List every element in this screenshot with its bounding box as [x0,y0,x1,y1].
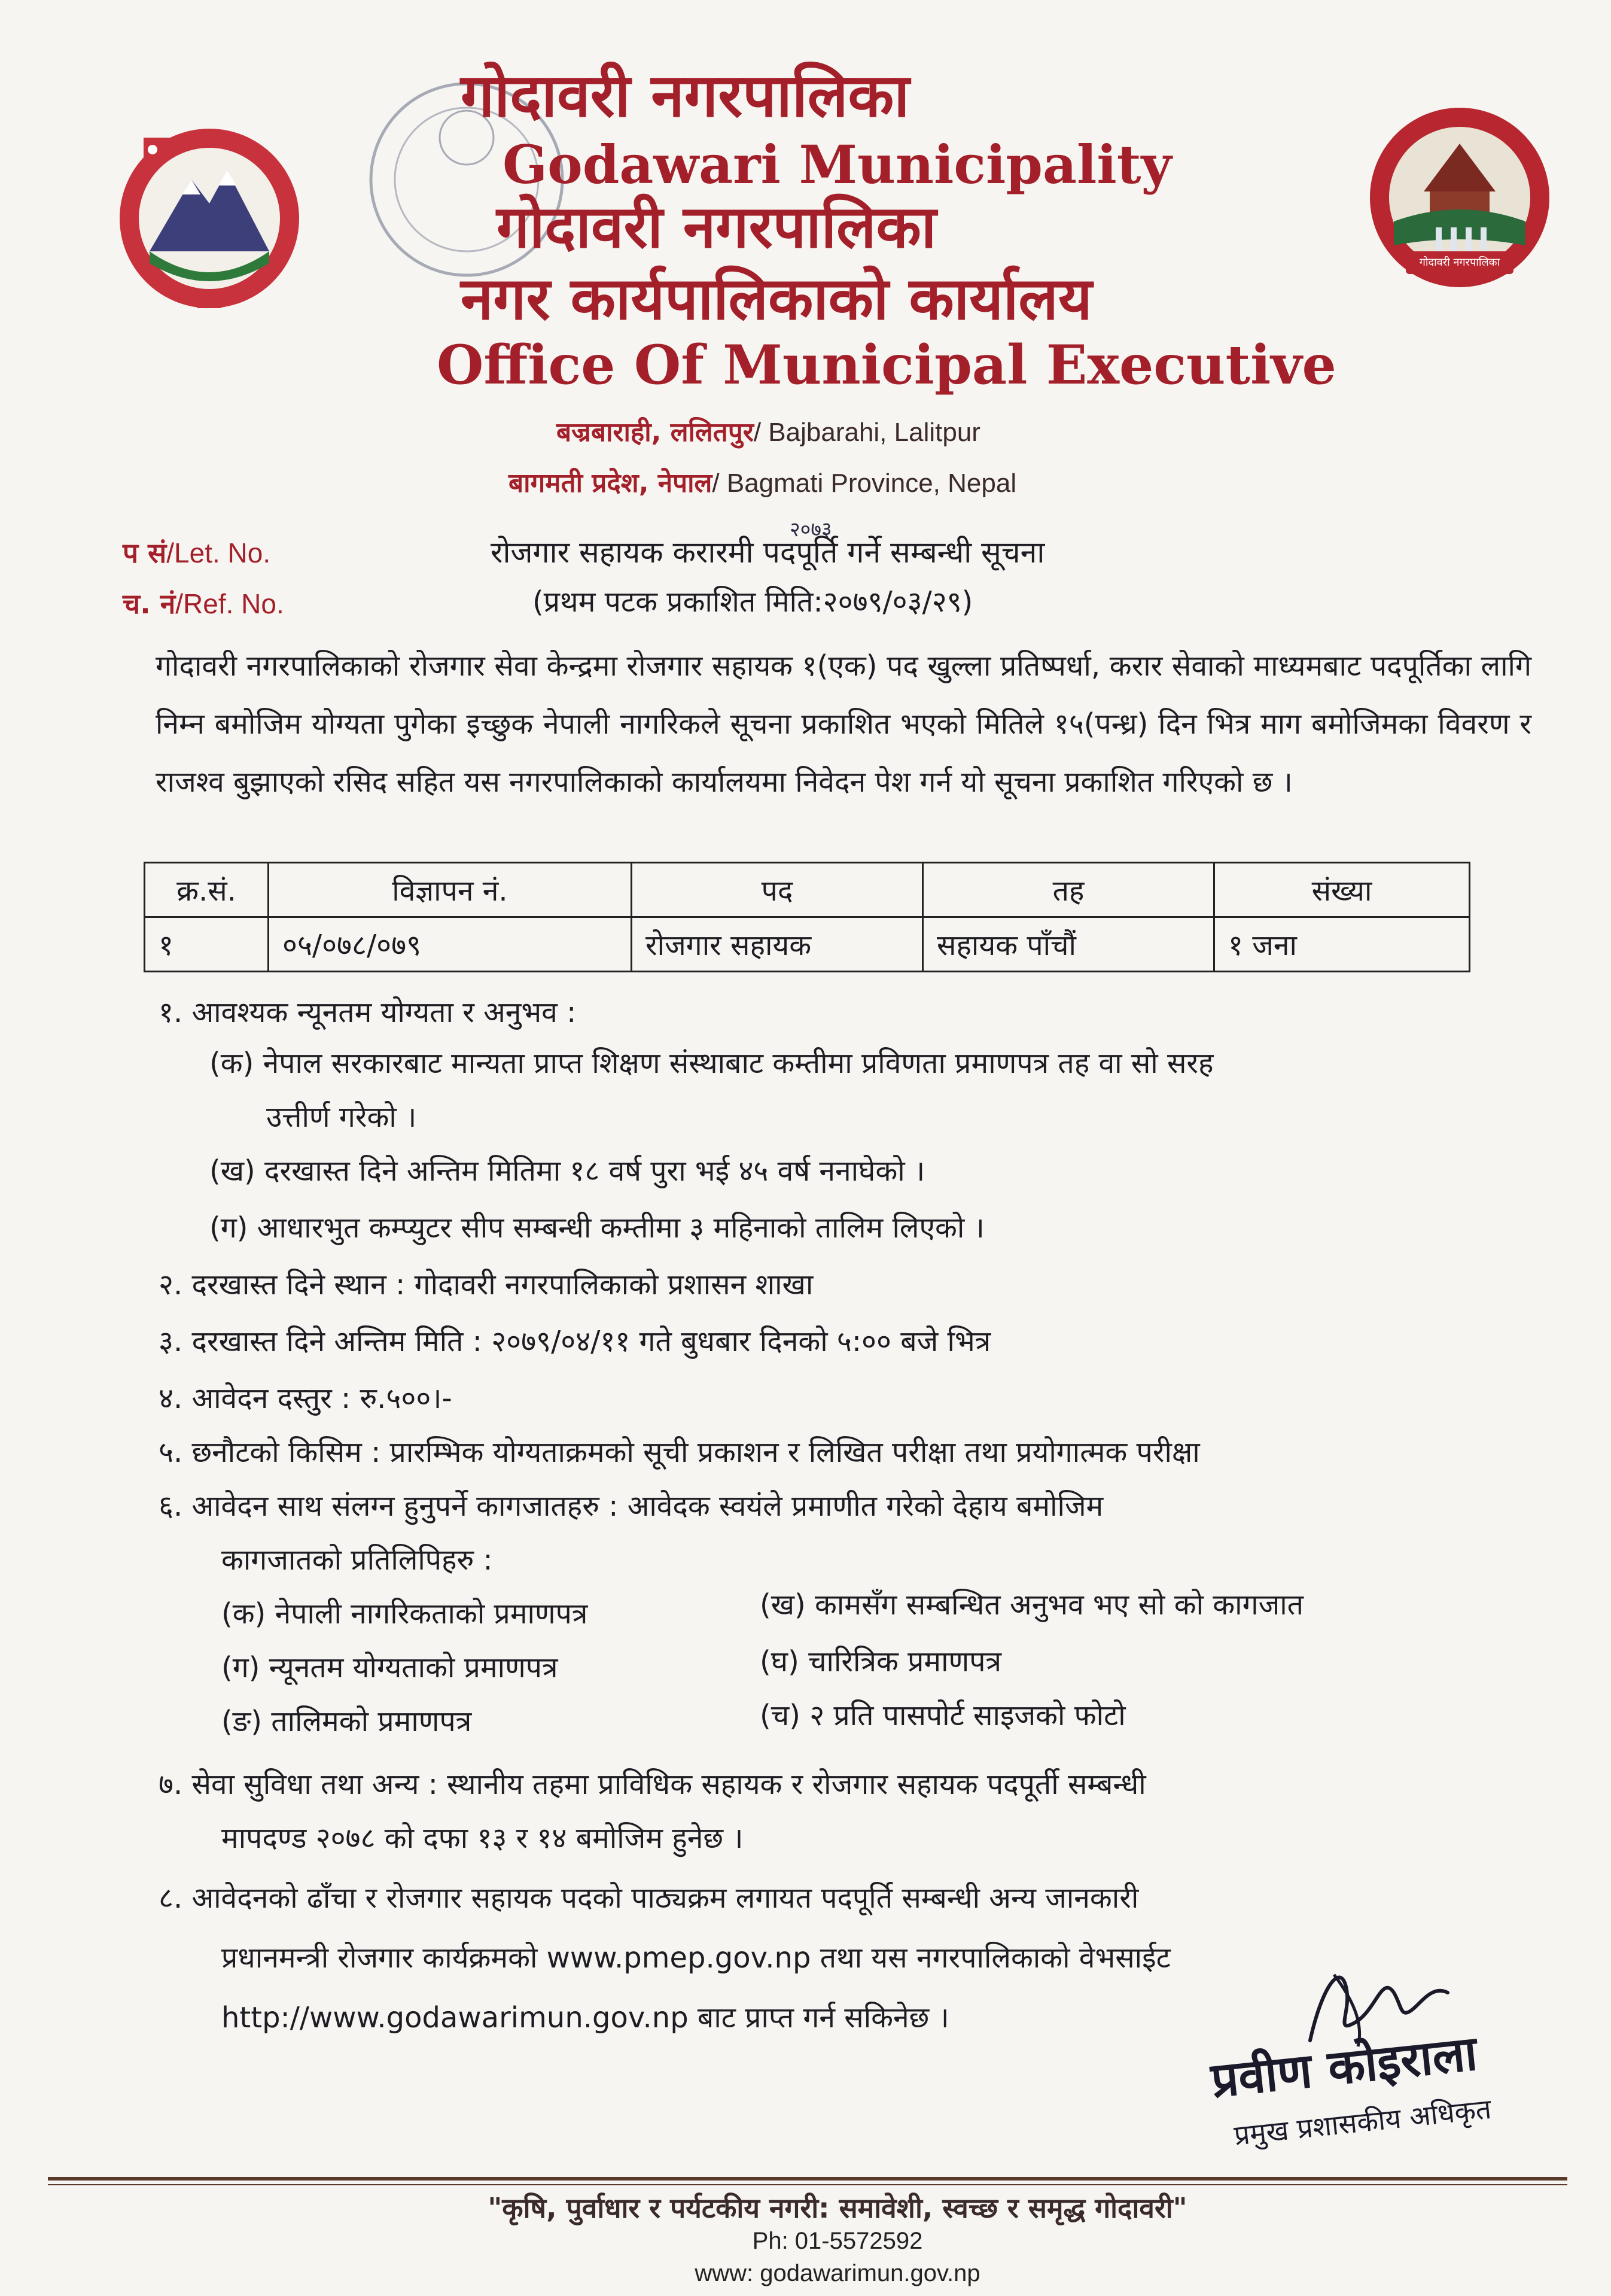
footer-motto: "कृषि, पुर्वाधार र पर्यटकीय नगरी: समावेशी, स्वच्छ र समृद्ध गोदावरी" [488,2192,1187,2224]
address-line-2: बागमती प्रदेश, नेपाल/ Bagmati Province, Nepal [508,468,1017,498]
item-6-ka: (क) नेपाली नागरिकताको प्रमाणपत्र [221,1597,588,1631]
letter-number-label: प सं/Let. No. [123,537,271,569]
item-7-cont: मापदण्ड २०७८ को दफा १३ र १४ बमोजिम हुनेछ । [221,1821,744,1855]
footer-divider-thin [48,2184,1567,2185]
post-table [144,862,1470,972]
item-6: ६. आवेदन साथ संलग्न हुनुपर्ने कागजातहरु : आवेदक स्वयंले प्रमाणीत गरेको देहाय बमोजिम [159,1489,1104,1523]
item-1: १. आवश्यक न्यूनतम योग्यता र अनुभव : [159,996,577,1029]
reference-number-label: च. नं/Ref. No. [123,588,284,620]
item-1-kha: (ख) दरखास्त दिने अन्तिम मितिमा १८ वर्ष पुरा भई ४५ वर्ष ननाघेको । [209,1154,925,1188]
table-header-row [145,863,1470,917]
header-title-nepali: गोदावरी नगरपालिका [461,60,910,130]
signatory-name: प्रवीण कोइराला [1208,2025,1480,2109]
godawari-municipality-logo [1364,102,1555,296]
footer-website: www: godawarimun.gov.np [695,2260,980,2286]
footer-phone: Ph: 01-5572592 [752,2228,923,2254]
item-8-cont: प्रधानमन्त्री रोजगार कार्यक्रमको www.pmep.gov.np तथा यस नगरपालिकाको वेभसाईट [221,1941,1171,1975]
table-cell: सहायक पाँचौं [923,917,1214,972]
table-header-cell: तह [923,863,1214,917]
table-header-cell: क्र.सं. [145,863,269,917]
handwritten-year: २०७३ [790,518,832,542]
item-8: ८. आवेदनको ढाँचा र रोजगार सहायक पदको पाठ्यक्रम लगायत पदपूर्ति सम्बन्धी अन्य जानकारी [159,1881,1139,1915]
table-cell: ०५/०७८/०७९ [269,917,632,972]
notice-subtitle: (प्रथम पटक प्रकाशित मिति:२०७९/०३/२९) [532,585,973,619]
table-header-cell: पद [632,863,923,917]
address-en-1: Bajbarahi, Lalitpur [768,418,980,447]
header-office-nepali: नगर कार्यपालिकाको कार्यालय [461,265,1092,333]
signatory-title: प्रमुख प्रशासकीय अधिकृत [1232,2092,1493,2152]
nepal-emblem-logo [108,114,311,320]
table-cell: रोजगार सहायक [632,917,923,972]
notice-title: रोजगार सहायक करारमी पदपूर्ति गर्ने सम्बन्धी सूचना [491,535,1045,570]
item-6-cha: (च) २ प्रति पासपोर्ट साइजको फोटो [760,1699,1126,1732]
item-7: ७. सेवा सुविधा तथा अन्य : स्थानीय तहमा प्राविधिक सहायक र रोजगार सहायक पदपूर्ती सम्बन्धी [159,1768,1146,1801]
item-8-cont-2: http://www.godawarimun.gov.np बाट प्राप्त गर्न सकिनेछ । [221,2001,949,2035]
item-1-ka: (क) नेपाल सरकारबाट मान्यता प्राप्त शिक्षण संस्थाबाट कम्तीमा प्रविणता प्रमाणपत्र तह वा सो सरह [209,1047,1214,1080]
item-6-kha: (ख) कामसँग सम्बन्धित अनुभव भए सो को कागजात [760,1588,1304,1622]
address-np-2: बागमती प्रदेश, नेपाल [508,468,712,498]
item-6-nga: (ङ) तालिमको प्रमाणपत्र [221,1705,472,1738]
table-header-cell: संख्या [1214,863,1470,917]
item-4: ४. आवेदन दस्तुर : रु.५००।- [159,1382,452,1415]
item-1-ka-cont: उत्तीर्ण गरेको । [266,1100,417,1134]
item-2: २. दरखास्त दिने स्थान : गोदावरी नगरपालिकाको प्रशासन शाखा [159,1268,814,1301]
right-logo-text: गोदावरी नगरपालिका [1419,256,1500,269]
item-6-cont: कागजातको प्रतिलिपिहरु : [221,1543,493,1577]
header-title-english: Godawari Municipality [503,133,1172,196]
table-row [145,917,1470,972]
address-np-1: बज्रबाराही, ललितपुर [556,417,754,448]
item-6-gha: (घ) चारित्रिक प्रमाणपत्र [760,1645,1002,1678]
address-en-2: Bagmati Province, Nepal [726,469,1017,498]
address-line-1: बज्रबाराही, ललितपुर/ Bajbarahi, Lalitpur [556,417,980,448]
item-6-ga: (ग) न्यूनतम योग्यताको प्रमाणपत्र [221,1651,558,1684]
footer-divider [48,2177,1567,2181]
intro-paragraph: गोदावरी नगरपालिकाको रोजगार सेवा केन्द्रमा रोजगार सहायक १(एक) पद खुल्ला प्रतिष्पर्धा, करार सेवाको माध्यमबाट पदपूर्तिका लागि निम्न बमोजिम योग्यता पुगेका इच्छुक नेपाली नागरिकले सूचना प्रकाशित भएको मितिले १५(पन्ध्र) दिन भित्र माग बमोजिमका विवरण र राजश्व बुझाएको रसिद सहित यस नगरपालिकाको कार्यालयमा निवेदन पेश गर्न यो सूचना प्रकाशित गरिएको छ । [156,649,1531,799]
header-title-nepali-2: गोदावरी नगरपालिका [497,193,937,261]
item-1-ga: (ग) आधारभुत कम्प्युटर सीप सम्बन्धी कम्तीमा ३ महिनाको तालिम लिएको । [209,1211,985,1245]
table-cell: १ जना [1214,917,1470,972]
item-3: ३. दरखास्त दिने अन्तिम मिति : २०७९/०४/११ गते बुधबार दिनको ५:०० बजे भित्र [159,1325,991,1358]
item-5: ५. छनौटको किसिम : प्रारम्भिक योग्यताक्रमको सूची प्रकाशन र लिखित परीक्षा तथा प्रयोगात्मक परीक्षा [159,1436,1200,1469]
header-office-english: Office Of Municipal Executive [437,333,1336,397]
table-header-cell: विज्ञापन नं. [269,863,632,917]
table-cell: १ [145,917,269,972]
